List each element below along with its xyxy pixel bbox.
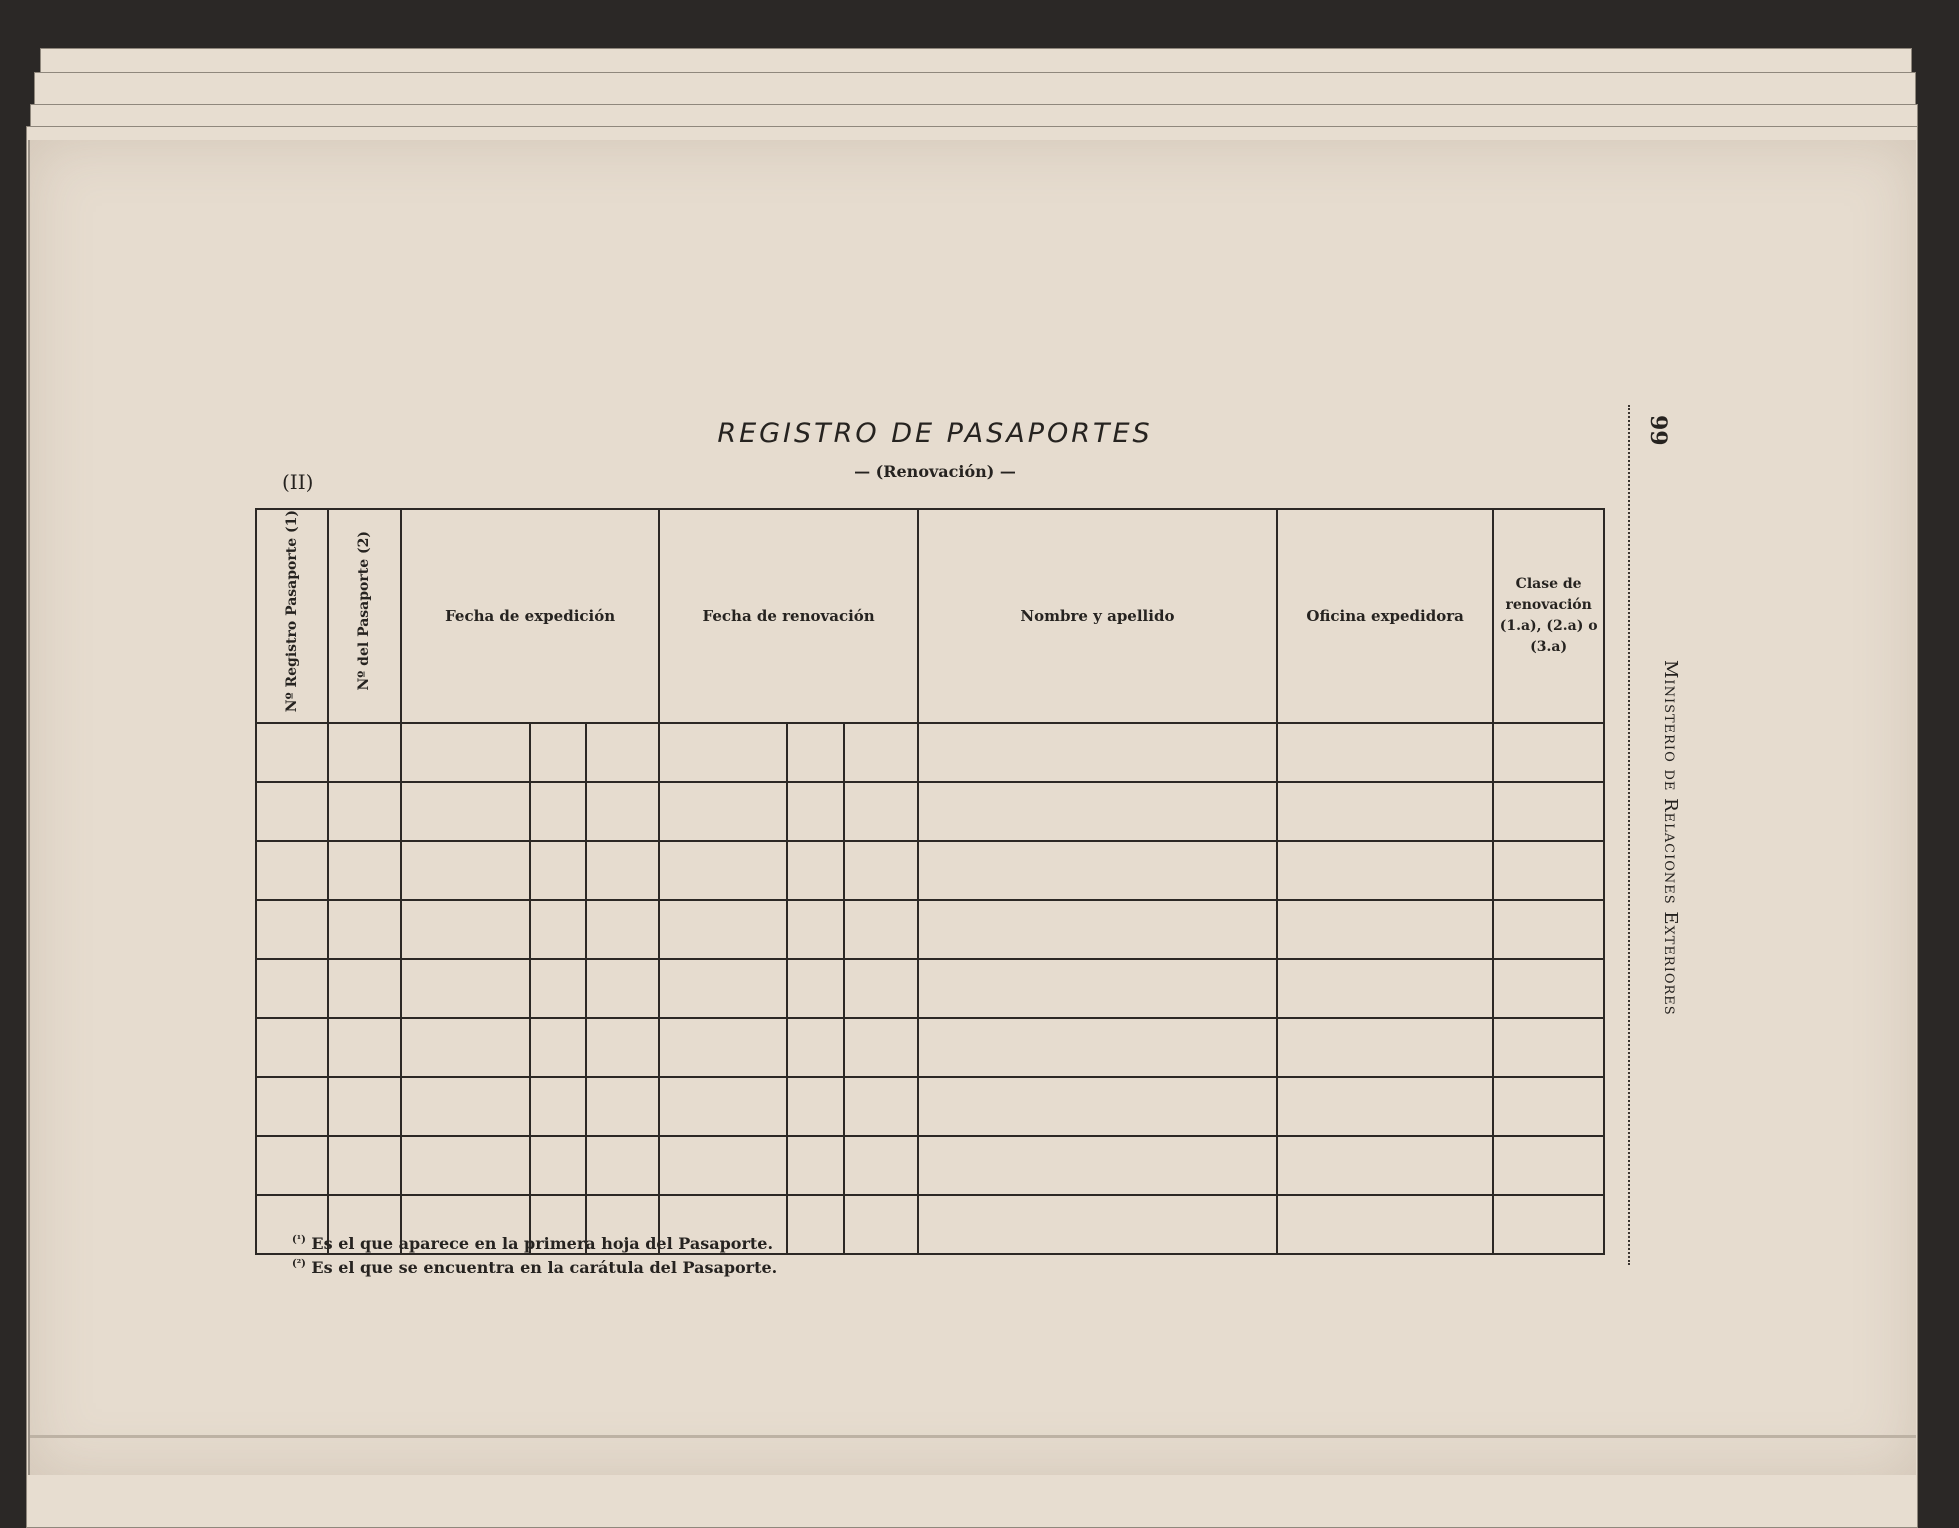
table-cell [586, 841, 659, 900]
table-cell [844, 959, 917, 1018]
table-row [256, 959, 1604, 1018]
table-cell [328, 782, 400, 841]
table-cell [256, 1018, 328, 1077]
table-cell [530, 723, 586, 782]
table-cell [659, 782, 787, 841]
table-cell [401, 959, 530, 1018]
table-cell [844, 900, 917, 959]
table-cell [256, 959, 328, 1018]
table-cell [1277, 1195, 1493, 1254]
table-cell [787, 900, 844, 959]
table-cell [256, 900, 328, 959]
document-subtitle: — (Renovación) — [854, 462, 1016, 481]
table-cell [918, 1077, 1277, 1136]
header-oficina-expedidora: Oficina expedidora [1277, 509, 1493, 723]
table-row [256, 1077, 1604, 1136]
table-cell [844, 841, 917, 900]
table-cell [1493, 723, 1604, 782]
table-cell [586, 959, 659, 1018]
table-cell [1277, 900, 1493, 959]
table-cell [1493, 1018, 1604, 1077]
document-title: REGISTRO DE PASAPORTES [717, 418, 1153, 449]
table-cell [659, 900, 787, 959]
form-number: (II) [282, 470, 314, 494]
table-cell [918, 959, 1277, 1018]
ministry-running-header: Ministerio de Relaciones Exteriores [1660, 660, 1681, 1016]
table-cell [256, 1077, 328, 1136]
table-cell [1493, 841, 1604, 900]
passport-register-table [255, 508, 1605, 1255]
table-cell [328, 1077, 400, 1136]
table-cell [659, 841, 787, 900]
table-cell [918, 841, 1277, 900]
table-cell [1277, 1136, 1493, 1195]
table-cell [401, 1018, 530, 1077]
page-number: 99 [1645, 415, 1671, 446]
table-cell [844, 1077, 917, 1136]
table-cell [1493, 1136, 1604, 1195]
table-cell [401, 782, 530, 841]
table-cell [401, 723, 530, 782]
table-row [256, 723, 1604, 782]
table-cell [586, 1018, 659, 1077]
table-cell [1277, 1077, 1493, 1136]
header-clase-renovacion: Clase de renovación (1.a), (2.a) o (3.a) [1493, 509, 1604, 723]
table-cell [844, 1195, 917, 1254]
table-cell [1277, 959, 1493, 1018]
table-cell [530, 1018, 586, 1077]
table-cell [918, 782, 1277, 841]
table-cell [1493, 900, 1604, 959]
table-cell [787, 1077, 844, 1136]
table-cell [787, 959, 844, 1018]
table-cell [328, 959, 400, 1018]
header-fecha-expedicion: Fecha de expedición [401, 509, 660, 723]
table-cell [530, 959, 586, 1018]
table-cell [918, 723, 1277, 782]
table-cell [1493, 1195, 1604, 1254]
table-row [256, 1136, 1604, 1195]
table-row [256, 1018, 1604, 1077]
table-row [256, 841, 1604, 900]
table-cell [1493, 959, 1604, 1018]
table-cell [586, 1136, 659, 1195]
footnote-2: $^{(^2)}$ Es el que se encuentra en la carátula del Pasaporte. [292, 1258, 778, 1277]
table-cell [787, 1136, 844, 1195]
table-cell [328, 841, 400, 900]
table-cell [401, 1077, 530, 1136]
table-cell [659, 1077, 787, 1136]
table-cell [918, 1195, 1277, 1254]
table-cell [530, 782, 586, 841]
table-cell [256, 723, 328, 782]
table-cell [586, 900, 659, 959]
table-row [256, 782, 1604, 841]
table-cell [787, 1018, 844, 1077]
table-cell [586, 1077, 659, 1136]
table-cell [401, 1136, 530, 1195]
table-cell [918, 1136, 1277, 1195]
table-cell [844, 1018, 917, 1077]
table-cell [659, 1018, 787, 1077]
table-cell [844, 723, 917, 782]
table-cell [401, 841, 530, 900]
table-cell [586, 723, 659, 782]
table-cell [787, 1195, 844, 1254]
table-cell [328, 900, 400, 959]
table-cell [918, 1018, 1277, 1077]
table-cell [918, 900, 1277, 959]
table-cell [787, 723, 844, 782]
header-numero-pasaporte: Nº del Pasaporte (2) [328, 509, 400, 723]
footnote-1: $^{(^1)}$ Es el que aparece en la primera hoja del Pasaporte. [292, 1234, 774, 1253]
table-cell [328, 1018, 400, 1077]
table-cell [1277, 723, 1493, 782]
table-cell [328, 1136, 400, 1195]
table-cell [1493, 1077, 1604, 1136]
table-cell [586, 782, 659, 841]
header-nombre-apellido: Nombre y apellido [918, 509, 1277, 723]
table-cell [256, 1136, 328, 1195]
table-cell [530, 1136, 586, 1195]
table-cell [659, 959, 787, 1018]
table-cell [256, 782, 328, 841]
table-cell [530, 841, 586, 900]
header-registro-pasaporte: Nº Registro Pasaporte (1) [256, 509, 328, 723]
table-cell [401, 900, 530, 959]
header-fecha-renovacion: Fecha de renovación [659, 509, 918, 723]
table-cell [1493, 782, 1604, 841]
table-cell [844, 1136, 917, 1195]
table-cell [530, 1077, 586, 1136]
table-cell [1277, 782, 1493, 841]
table-cell [256, 841, 328, 900]
table-cell [1277, 841, 1493, 900]
table-cell [844, 782, 917, 841]
table-cell [787, 782, 844, 841]
table-row [256, 900, 1604, 959]
page-fold-line [30, 1435, 1916, 1438]
table-cell [787, 841, 844, 900]
table-cell [1277, 1018, 1493, 1077]
table-cell [328, 723, 400, 782]
table-cell [659, 723, 787, 782]
table-cell [530, 900, 586, 959]
table-cell [659, 1136, 787, 1195]
